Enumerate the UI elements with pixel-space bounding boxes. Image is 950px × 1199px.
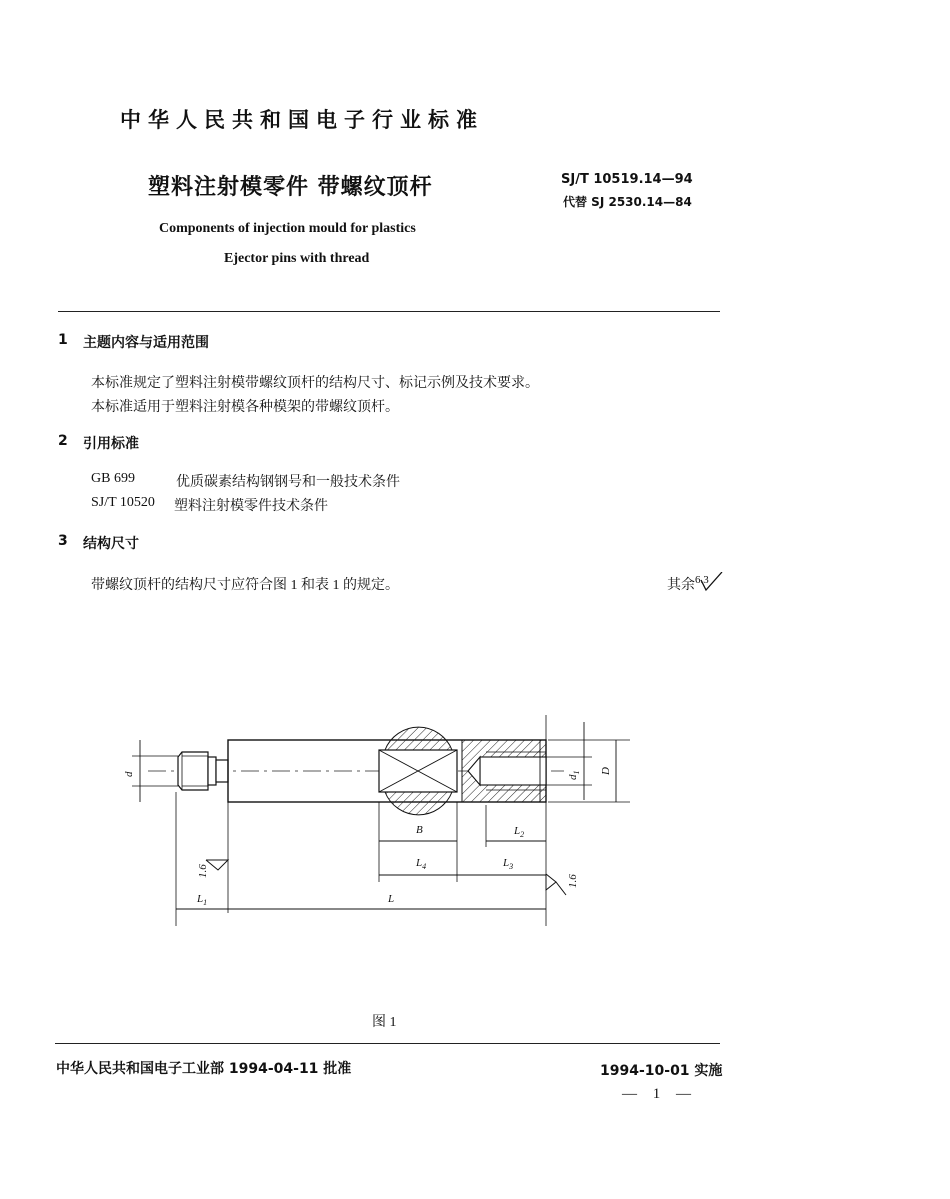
standard-number: SJ/T 10519.14—94	[561, 172, 693, 187]
reference-code: SJ/T 10520	[91, 495, 155, 510]
issuer-title: 中华人民共和国电子行业标准	[120, 108, 484, 132]
reference-title: 优质碳素结构钢钢号和一般技术条件	[176, 475, 400, 490]
label-D: D	[600, 767, 612, 775]
figure-1-drawing	[0, 700, 950, 940]
figure-caption: 图 1	[372, 1015, 397, 1030]
roughness-symbol-left-icon	[206, 860, 228, 870]
cross-hole	[379, 727, 457, 815]
label-L1: $L_1$	[197, 893, 208, 907]
threaded-hole-section	[462, 740, 546, 802]
effective-date: 1994-10-01 实施	[600, 1063, 723, 1079]
section-2-title: 引用标准	[83, 436, 139, 452]
label-L2: $L_2$	[514, 825, 525, 839]
section-3-number: 3	[58, 533, 68, 549]
label-L4: $L_4$	[416, 857, 427, 871]
document-title-en-line2: Ejector pins with thread	[224, 251, 370, 266]
section-1-paragraph-1: 本标准规定了塑料注射模带螺纹顶杆的结构尺寸、标记示例及技术要求。	[91, 376, 539, 391]
replaced-standard: 代替 SJ 2530.14—84	[563, 195, 692, 209]
document-title-cn: 塑料注射模零件 带螺纹顶杆	[148, 175, 433, 200]
reference-title: 塑料注射模零件技术条件	[174, 499, 328, 514]
label-rough-right: 1.6	[567, 874, 579, 888]
approval-line: 中华人民共和国电子工业部 1994-04-11 批准	[56, 1061, 352, 1077]
label-L3: $L_3$	[503, 857, 514, 871]
section-3-paragraph: 带螺纹顶杆的结构尺寸应符合图 1 和表 1 的规定。	[91, 578, 399, 593]
section-1-number: 1	[58, 332, 68, 348]
document-title-en-line1: Components of injection mould for plastics	[159, 221, 416, 236]
label-d1: $d_1$	[567, 770, 581, 780]
roughness-symbol-right-icon	[546, 874, 556, 890]
footer-divider	[55, 1043, 720, 1044]
section-1-title: 主题内容与适用范围	[83, 335, 209, 351]
roughness-value: 6.3	[695, 574, 709, 586]
roughness-prefix: 其余	[667, 578, 695, 593]
section-3-title: 结构尺寸	[83, 536, 139, 552]
page-number: — 1 —	[622, 1086, 697, 1102]
roughness-note	[667, 574, 709, 594]
label-B: B	[416, 824, 423, 836]
label-rough-left: 1.6	[197, 864, 209, 878]
roughness-symbol-icon	[700, 572, 724, 594]
section-1-paragraph-2: 本标准适用于塑料注射模各种模架的带螺纹顶杆。	[91, 400, 399, 415]
header-divider	[58, 311, 720, 312]
label-L: L	[388, 893, 395, 905]
section-2-number: 2	[58, 433, 68, 449]
reference-code: GB 699	[91, 471, 135, 486]
label-d: d	[123, 771, 135, 777]
thread-end	[178, 752, 228, 790]
